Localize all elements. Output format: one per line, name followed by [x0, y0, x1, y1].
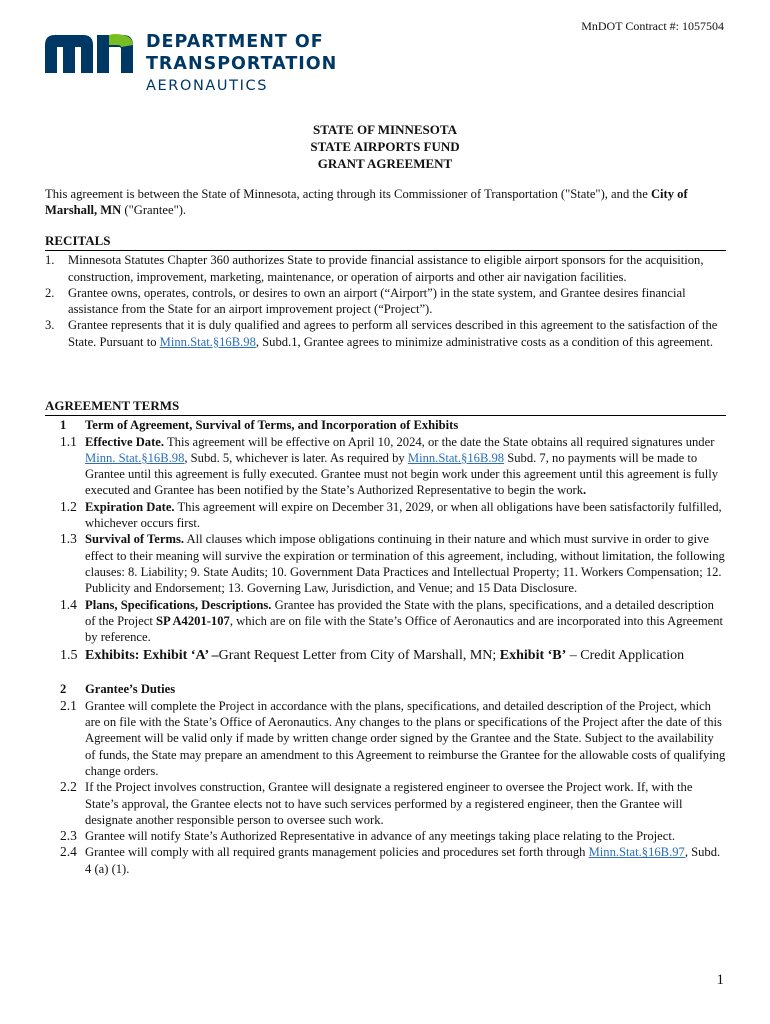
clause-1-1: 1.1 Effective Date. This agreement will be effective on April 10, 2024, or the date the State obtains all required signatures under Minn. Stat.§16B.98, Subd. 5, whichever is later. As required by Minn.Stat.§16B.98 Subd. 7, no payments will be made to Grantee until this agreement is fully executed. Grantee must not begin work under this agreement until this agreement is fully executed and Grantee has been notified by the State’s Authorized Representative to begin the work. — [60, 433, 719, 498]
statute-link[interactable]: Minn. Stat.§16B.98 — [85, 450, 185, 465]
contract-number: MnDOT Contract #: 1057504 — [581, 19, 724, 33]
clause-2-1: 2.1 Grantee will complete the Project in accordance with the plans, specifications, and detailed description of the Project, which are on file with the State’s Office of Aeronautics. Any changes to the plans or specifications of the Project after the date of this Agreement will be valid only if made by written change order signed by the Grantee and the State. Subject to the availability of funds, the State may prepare an amendment to this Agreement to reimburse the Grantee for the allowable costs of qualifying change orders. — [60, 697, 726, 778]
recital-item: 2. Grantee owns, operates, controls, or desires to own an airport (“Airport”) in the state system, and Grantee desires financial assistance from the State for an airport improvement project (“Project”). — [45, 285, 686, 317]
project-number: SP A4201-107 — [156, 613, 230, 628]
logo-aeronautics: AERONAUTICS — [146, 78, 269, 94]
clause-2-2: 2.2 If the Project involves construction, Grantee will designate a registered engineer to oversee the Project work. If, with the State’s approval, the Grantee elects not to have such services performed by a registered engineer, then the Grantee will designate another responsible person to oversee such work. — [60, 779, 693, 827]
grantee-name: City of Marshall, MN — [45, 187, 688, 218]
statute-link[interactable]: Minn.Stat.§16B.98 — [407, 450, 505, 465]
recital-item: 1. Minnesota Statutes Chapter 360 authorizes State to provide financial assistance to eligible airport sponsors for the acquisition, construction, improvement, marketing, maintenance, or operation of airports and other air navigation facilities. — [45, 253, 704, 284]
agreement-terms-section — [45, 398, 726, 877]
recitals-section — [45, 233, 726, 350]
clause-2-3: 2.3 Grantee will notify State’s Authorized Representative in advance of any meetings taking place relating to the Project. — [60, 828, 675, 844]
clause-1-2: 1.2 Expiration Date. This agreement will expire on December 31, 2029, or when all obligations have been satisfactorily fulfilled, whichever occurs first. — [60, 498, 722, 531]
recital-item: 3. Grantee represents that it is duly qualified and agrees to perform all services described in this agreement to the satisfaction of the State. Pursuant to Minn.Stat.§16B.98, Subd.1, Grantee agrees to minimize administrative costs as a condition of this agreement. — [45, 318, 718, 349]
agreement-terms-heading: AGREEMENT TERMS — [45, 398, 726, 416]
clause-2-4: 2.4 Grantee will comply with all required grants management policies and procedures set forth through Minn.Stat.§16B.97, Subd. 4 (a) (1). — [60, 844, 721, 876]
section-2-heading: 2 Grantee’s Duties — [60, 682, 176, 697]
statute-link[interactable]: Minn.Stat.§16B.97 — [588, 845, 685, 860]
clause-1-4: 1.4 Plans, Specifications, Descriptions. Grantee has provided the State with the plans, specifications, and a detailed description of the Project SP A4201-107, which are on file with the State’s Office of Aeronautics and are incorporated into this Agreement by reference. — [60, 596, 724, 645]
clause-1-5: 1.5 Exhibits: Exhibit ‘A’ –Grant Request Letter from City of Marshall, MN; Exhibit ‘B’ – Credit Application — [60, 648, 685, 664]
statute-link[interactable]: Minn.Stat.§16B.98 — [159, 334, 256, 349]
recitals-heading: RECITALS — [45, 233, 726, 251]
section-1-heading: 1 Term of Agreement, Survival of Terms, and Incorporation of Exhibits — [60, 418, 459, 433]
page-number: 1 — [716, 972, 724, 988]
mn-logo-mark — [45, 33, 135, 73]
clause-1-3: 1.3 Survival of Terms. All clauses which impose obligations continuing in their nature and which must survive in order to give effect to their meaning will survive the expiration or termination of this agreement, including, without limitation, the following clauses: 8. Liability; 9. State Audits; 10. Government Data Practices and Intellectual Property; 11. Workers Compensation; 12. Publicity and Endorsement; 13. Governing Law, Jurisdiction, and Venue; and 15 Data Disclosure. — [60, 531, 725, 596]
intro-paragraph: This agreement is between the State of Minnesota, acting through its Commissioner of Transportation ("State"), and the City of Marshall, MN ("Grantee"). — [45, 187, 688, 218]
document-title: STATE OF MINNESOTA STATE AIRPORTS FUND GRANT AGREEMENT — [310, 122, 460, 171]
logo-wordmark: DEPARTMENT OF TRANSPORTATION — [146, 32, 338, 74]
